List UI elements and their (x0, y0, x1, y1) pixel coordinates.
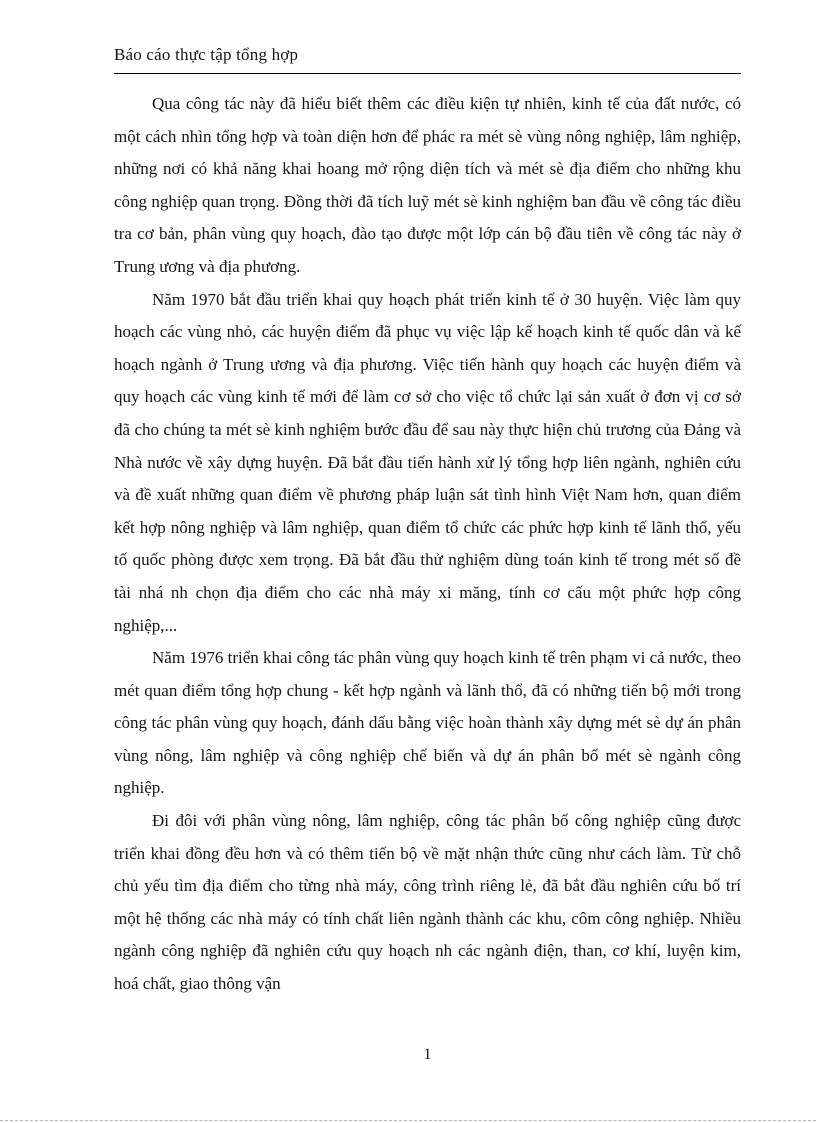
paragraph-4: Đi đôi với phân vùng nông, lâm nghiệp, công tác phân bố công nghiệp cũng được triển khai đồng đều hơn và có thêm tiến bộ về mặt nhận thức cũng như cách làm. Từ chỗ chủ yếu tìm địa điểm cho từng nhà máy, công trình riêng lẻ, đã bắt đầu nghiên cứu bố trí một hệ thống các nhà máy có tính chất liên ngành thành các khu, côm công nghiệp. Nhiều ngành công nghiệp đã nghiên cứu quy hoạch nh các ngành điện, than, cơ khí, luyện kim, hoá chất, giao thông vận (114, 811, 741, 994)
page-boundary-line (0, 1120, 816, 1121)
page-number: 1 (423, 1046, 432, 1063)
paragraph-1: Qua công tác này đã hiểu biết thêm các điều kiện tự nhiên, kinh tế của đất nước, có một cách nhìn tổng hợp và toàn diện hơn để phác ra mét sè vùng nông nghiệp, lâm nghiệp, những nơi có khả năng khai hoang mở rộng diện tích và mét sè địa điểm cho những khu công nghiệp quan trọng. Đồng thời đã tích luỹ mét sè kinh nghiệm ban đầu về công tác điều tra cơ bản, phân vùng quy hoạch, đào tạo được một lớp cán bộ đầu tiên về công tác này ở Trung ương và địa phương. (114, 94, 741, 276)
header-title: Báo cáo thực tập tổng hợp (114, 45, 299, 64)
page-header (114, 45, 741, 74)
document-body (114, 88, 741, 1001)
paragraph-3: Năm 1976 triển khai công tác phân vùng quy hoạch kinh tế trên phạm vi cả nước, theo mét quan điểm tổng hợp chung - kết hợp ngành và lãnh thổ, đã có những tiến bộ mới trong công tác phân vùng quy hoạch, đánh dấu bằng việc hoàn thành xây dựng mét sè dự án phân vùng nông, lâm nghiệp và công nghiệp chế biến và dự án phân bố mét sè ngành công nghiệp. (114, 648, 741, 798)
paragraph-2: Năm 1970 bắt đầu triển khai quy hoạch phát triển kinh tế ở 30 huyện. Việc làm quy hoạch các vùng nhỏ, các huyện điểm đã phục vụ việc lập kế hoạch kinh tế quốc dân và kế hoạch ngành ở Trung ương và địa phương. Việc tiến hành quy hoạch các huyện điểm và quy hoạch các vùng kinh tế mới để làm cơ sở cho việc tổ chức lại sản xuất ở đơn vị cơ sở đã cho chúng ta mét sè kinh nghiệm bước đầu để sau này thực hiện chủ trương của Đảng và Nhà nước về xây dựng huyện. Đã bắt đầu tiến hành xử lý tổng hợp liên ngành, nghiên cứu và đề xuất những quan điểm về phương pháp luận sát tình hình Việt Nam hơn, quan điểm kết hợp nông nghiệp và lâm nghiệp, quan điểm tổ chức các phức hợp kinh tế lãnh thổ, yếu tố quốc phòng được xem trọng. Đã bắt đầu thử nghiệm dùng toán kinh tế trong mét số đề tài nhá nh chọn địa điểm cho các nhà máy xi măng, tính cơ cấu một phức hợp công nghiệp,... (114, 289, 741, 635)
page-footer (114, 1046, 741, 1064)
